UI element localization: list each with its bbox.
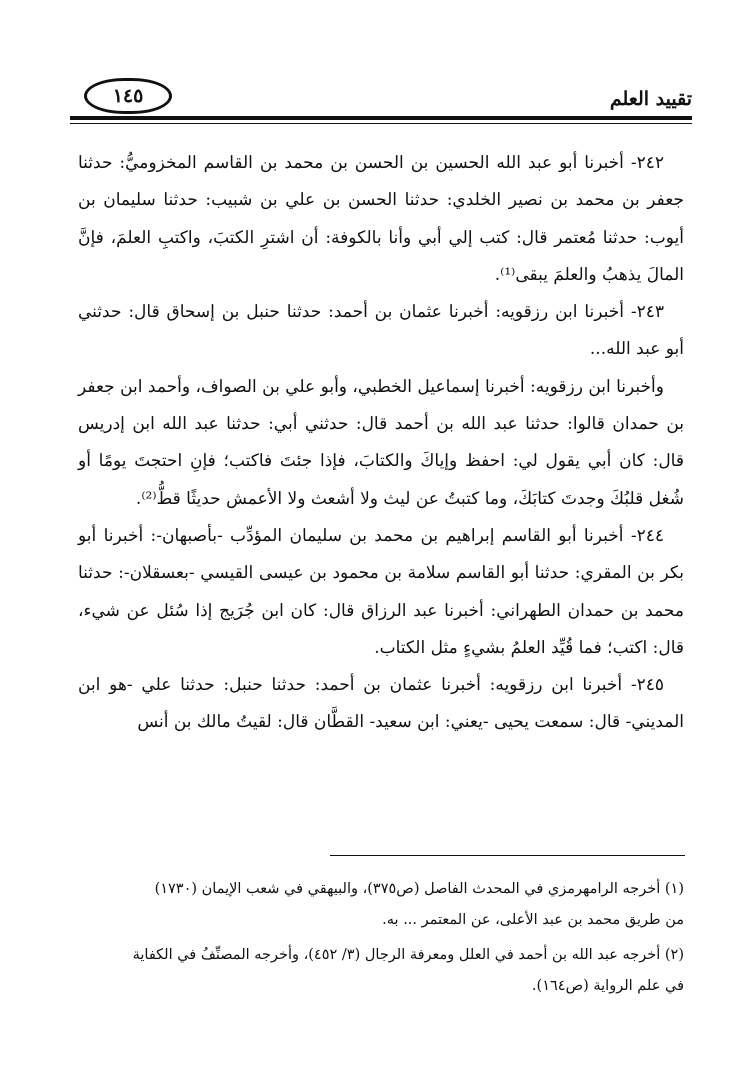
header-rule-thick bbox=[70, 116, 692, 120]
footnote-2-line2: في علم الرواية (ص١٦٤). bbox=[531, 978, 684, 994]
paragraph-242: ٢٤٢- أخبرنا أبو عبد الله الحسين بن الحسن بن محمد بن القاسم المخزوميُّ: حدثنا جعفر بن محمد بن نصير الخلدي: حدثنا الحسن بن علي بن شبيب: حدثنا سليمان بن أيوب: حدثنا مُعتمر قال: كتب إلي أبي وأنا بالكوفة: أن اشترِ الكتبَ، واكتبِ العلمَ، فإنَّ المالَ يذهبُ والعلمَ يبقى⁽¹⁾. bbox=[78, 153, 684, 285]
running-title: تقييد العلم bbox=[609, 88, 692, 110]
footnotes bbox=[76, 874, 684, 1006]
footnote-separator bbox=[330, 855, 685, 856]
main-text bbox=[78, 145, 684, 742]
footnote-1-line2: من طريق محمد بن عبد الأعلى، عن المعتمر ... به. bbox=[382, 912, 684, 928]
footnote-1-line1: (١) أخرجه الرامهرمزي في المحدث الفاصل (ص٣٧٥)، والبيهقي في شعب الإيمان (١٧٣٠) bbox=[154, 881, 684, 897]
page-number-badge: ١٤٥ bbox=[84, 78, 172, 114]
footnote-2 bbox=[76, 940, 684, 1002]
paragraph-243-continued: وأخبرنا ابن رزقويه: أخبرنا إسماعيل الخطبي، وأبو علي بن الصواف، وأحمد ابن جعفر بن حمدان قالوا: حدثنا عبد الله بن أحمد قال: حدثني أبي: حدثنا عبد الله ابن إدريس قال: كان أبي يقول لي: احفظ وإياكَ والكتابَ، فإذا جئتَ فاكتب؛ فإنِ احتجتَ يومًا أو شُغل قلبُكَ وجدتَ كتابَكَ، وما كتبتُ عن ليث ولا أشعث ولا الأعمش حديثًا قطُّ⁽²⁾. bbox=[78, 376, 684, 509]
paragraph-243: ٢٤٣- أخبرنا ابن رزقويه: أخبرنا عثمان بن أحمد: حدثنا حنبل بن إسحاق قال: حدثني أبو عبد الله... bbox=[78, 302, 684, 360]
footnote-1 bbox=[76, 874, 684, 936]
paragraph-244: ٢٤٤- أخبرنا أبو القاسم إبراهيم بن محمد بن سليمان المؤدِّب -بأصبهان-: أخبرنا أبو بكر بن المقري: حدثنا أبو القاسم سلامة بن محمود بن عيسى القيسي -بعسقلان-: حدثنا محمد بن حمدان الطهراني: أخبرنا عبد الرزاق قال: كان ابن جُرَيج إذا سُئل عن شيء، قال: اكتب؛ فما قُيِّد العلمُ بشيءٍ مثل الكتاب. bbox=[78, 525, 684, 658]
paragraph-245: ٢٤٥- أخبرنا ابن رزقويه: أخبرنا عثمان بن أحمد: حدثنا حنبل: حدثنا علي -هو ابن المديني- قال: سمعت يحيى -يعني: ابن سعيد- القطَّان قال: لقيتُ مالك بن أنس bbox=[78, 675, 684, 733]
page-header bbox=[70, 74, 692, 120]
footnote-2-line1: (٢) أخرجه عبد الله بن أحمد في العلل ومعرفة الرجال (٣/ ٤٥٢)، وأخرجه المصنِّفُ في الكفاية bbox=[132, 947, 684, 963]
header-rule-thin bbox=[70, 123, 692, 124]
